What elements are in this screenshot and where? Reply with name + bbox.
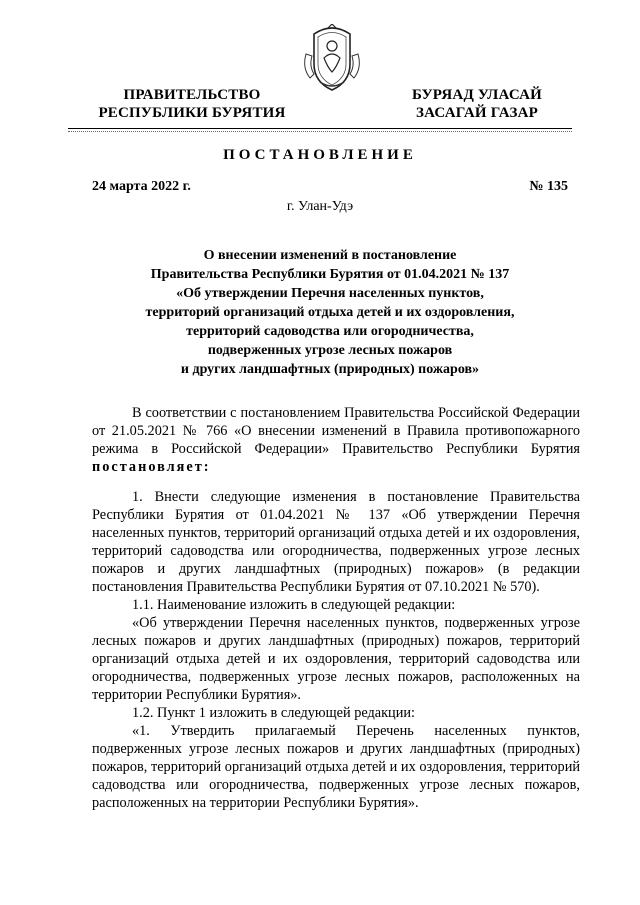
body-paragraph: «1. Утвердить прилагаемый Перечень населенных пунктов, подверженных угрозе лесных пожаров и других ландшафтных (природных) пожаров, территорий организаций отдыха детей и их оздоровления, территорий садоводства или огородничества, подверженных угрозе лесных пожаров, расположенных на территории Республики Бурятия». [92,723,580,811]
body-paragraph: 1.1. Наименование изложить в следующей редакции: [132,597,456,613]
document-type: ПОСТАНОВЛЕНИЕ [223,147,417,163]
subject-line: «Об утверждении Перечня населенных пунктов, [176,286,484,301]
body-paragraph: 1.2. Пункт 1 изложить в следующей редакции: [132,705,415,721]
document-body [92,488,580,812]
issuer-ru-line2: РЕСПУБЛИКИ БУРЯТИЯ [98,105,286,121]
document-city: г. Улан-Удэ [286,199,354,214]
subject-line: Правительства Республики Бурятия от 01.04.2021 № 137 [150,267,510,282]
document-date: 24 марта 2022 г. [92,179,191,194]
header-divider-dotted [68,131,572,132]
header-divider [68,128,572,129]
issuer-name-russian [92,86,292,122]
issuer-name-buryat [382,86,572,122]
document-subject [92,246,568,379]
subject-line: и других ландшафтных (природных) пожаров» [180,362,480,377]
issuer-bur-line1: БУРЯАД УЛАСАЙ [411,87,543,103]
preamble-paragraph [92,404,580,476]
subject-line: территорий организаций отдыха детей и их оздоровления, [145,305,515,320]
body-paragraph: 1. Внести следующие изменения в постановление Правительства Республики Бурятия от 01.04.2021 № 137 «Об утверждении Перечня населенных пунктов, территорий организаций отдыха детей и их оздоровления, территорий садоводства или огородничества, подверженных угрозе лесных пожаров и других ландшафтных (природных) пожаров» (в редакции постановления Правительства Республики Бурятия от 07.10.2021 № 570). [92,489,580,595]
document-number: № 135 [529,179,568,194]
coat-of-arms-icon [300,24,364,92]
preamble [92,404,580,476]
subject-line: О внесении изменений в постановление [203,248,457,263]
subject-line: подверженных угрозе лесных пожаров [207,343,453,358]
issuer-bur-line2: ЗАСАГАЙ ГАЗАР [416,105,538,121]
preamble-text: В соответствии с постановлением Правительства Российской Федерации от 21.05.2021 № 766 «О внесении изменений в Правила противопожарного режима в Российской Федерации» Правительство Республики Бурятия [92,405,580,457]
issuer-ru-line1: ПРАВИТЕЛЬСТВО [123,87,261,103]
body-paragraph: «Об утверждении Перечня населенных пунктов, подверженных угрозе лесных пожаров и других ландшафтных (природных) пожаров, территорий организаций отдыха детей и их оздоровления, территорий садоводства или огородничества, подверженных угрозе лесных пожаров, расположенных на территории Республики Бурятия». [92,615,580,703]
subject-line: территорий садоводства или огородничества, [186,324,474,339]
resolves-word: постановляет: [92,459,211,475]
